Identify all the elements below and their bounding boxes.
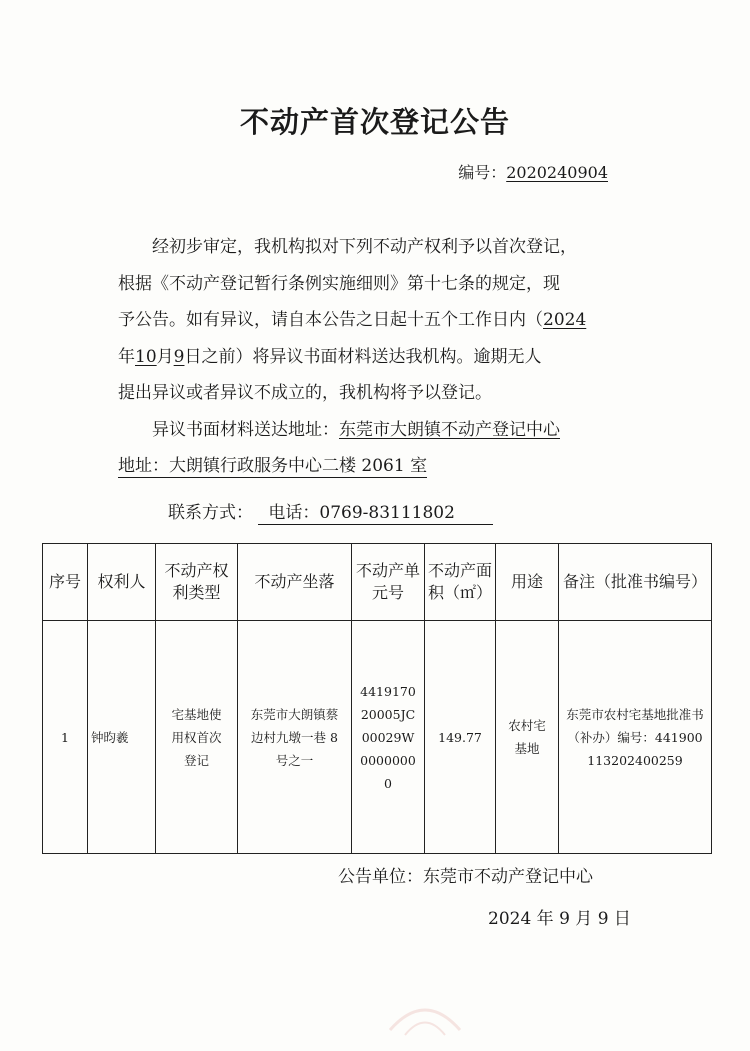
issuer: 公告单位：东莞市不动产登记中心 [338, 867, 593, 887]
cell-location: 东莞市大朗镇蔡边村九墩一巷 8 号之一 [238, 621, 352, 854]
issue-date: 2024 年 9 月 9 日 [488, 909, 631, 929]
doc-number-value: 2020240904 [506, 163, 608, 182]
deadline-month: 10 [135, 346, 157, 367]
objection-address-line [118, 412, 638, 449]
cell-seq: 1 [43, 621, 88, 854]
body-line-4-month-suffix: 月 [156, 346, 174, 367]
header-unit-no: 不动产单元号 [352, 544, 425, 621]
cell-area: 149.77 [425, 621, 496, 854]
deadline-year: 2024 [543, 310, 587, 330]
header-seq: 序号 [43, 544, 88, 621]
body-line-4-year-suffix: 年 [118, 346, 135, 367]
cell-right-type: 宅基地使用权首次登记 [156, 621, 238, 854]
table-row [43, 621, 712, 854]
body-line-4-text: 日之前）将异议书面材料送达我机构。逾期无人 [184, 346, 542, 367]
registration-table [42, 543, 712, 854]
page-title: 不动产首次登记公告 [239, 105, 510, 139]
header-holder: 权利人 [88, 544, 156, 621]
cell-unit-no: 441917020005JC00029W00000000 [352, 621, 425, 854]
faint-seal-mark [380, 990, 470, 1040]
body-line-4 [118, 339, 638, 376]
address-line [118, 448, 638, 485]
header-usage: 用途 [496, 544, 559, 621]
header-area: 不动产面积（㎡） [425, 544, 496, 621]
objection-address-value: 东莞市大朗镇不动产登记中心 [339, 419, 560, 440]
contact-label: 联系方式： [168, 503, 253, 523]
doc-number-label: 编号： [458, 163, 507, 182]
address-value: 地址：大朗镇行政服务中心二楼 2061 室 [118, 456, 428, 476]
header-right-type: 不动产权利类型 [156, 544, 238, 621]
cell-usage: 农村宅基地 [496, 621, 559, 854]
body-line-5: 提出异议或者异议不成立的，我机构将予以登记。 [118, 383, 492, 403]
body-line-2: 根据《不动产登记暂行条例实施细则》第十七条的规定，现 [118, 273, 560, 294]
cell-remark: 东莞市农村宅基地批准书（补办）编号：441900113202400259 [559, 621, 712, 854]
body-line-1: 经初步审定，我机构拟对下列不动产权利予以首次登记， [152, 237, 577, 257]
header-remark: 备注（批准书编号） [559, 544, 712, 621]
contact-line [168, 498, 493, 523]
objection-address-label: 异议书面材料送达地址： [152, 419, 339, 440]
body-line-3-text: 予公告。如有异议，请自本公告之日起十五个工作日内（ [118, 310, 543, 330]
announcement-body [118, 229, 638, 485]
table-header-row [43, 544, 712, 621]
header-location: 不动产坐落 [238, 544, 352, 621]
doc-number [458, 160, 608, 183]
deadline-day: 9 [173, 346, 185, 367]
body-line-3 [118, 302, 638, 339]
cell-holder: 钟昀羲 [88, 621, 156, 854]
contact-value: 电话：0769-83111802 [258, 503, 493, 525]
